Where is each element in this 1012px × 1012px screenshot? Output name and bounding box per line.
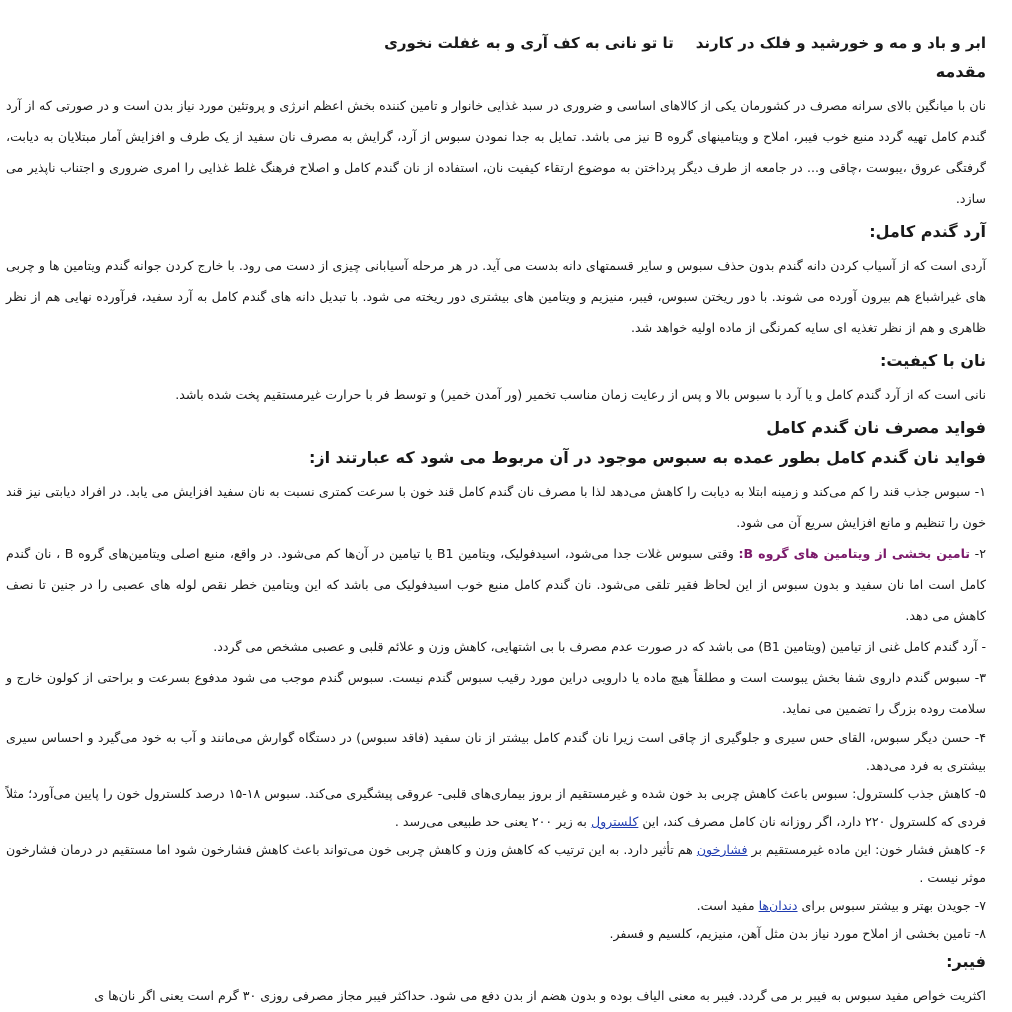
benefit-item-2-prefix: ۲- — [970, 546, 986, 561]
benefit-item-6 — [6, 836, 986, 892]
intro-heading: مقدمه — [935, 62, 986, 81]
benefit-item-2-highlight: تامین بخشی از ویتامین های گروه B: — [738, 546, 971, 561]
benefit-item-1: ۱- سبوس جذب قند را کم می‌کند و زمینه ابتلا به دیابت را کاهش می‌دهد لذا با مصرف نان گندم کامل قند خون با سرعت کمتری نسبت به نان سفید افزایش می یابد. در افراد دیابتی نیز قند خون را تنظیم و مانع افزایش سریع آن می شود. — [6, 484, 986, 530]
benefit-item-6-text-b: هم تأثیر دارد. به این ترتیب که کاهش وزن و کاهش چربی خون می‌تواند باعث کاهش فشارخون شود اما مستقیم در درمان فشارخون موثر نیست . — [6, 842, 986, 885]
teeth-link[interactable]: دندان‌ها — [758, 898, 798, 913]
whole-flour-heading: آرد گندم کامل: — [869, 222, 986, 241]
benefit-item-6-text-a: ۶- کاهش فشار خون: این ماده غیرمستقیم بر — [747, 842, 986, 857]
cholesterol-link[interactable]: کلسترول — [590, 814, 639, 829]
benefit-item-4: ۴- حسن دیگر سبوس، القای حس سیری و جلوگیری از چاقی است زیرا نان گندم کامل بیشتر از نان سفید (فاقد سبوس) در دستگاه گوارش می‌مانند و آب به خود می‌گیرد و احساس سیری بیشتری به فرد می‌دهد. — [6, 730, 986, 773]
quality-bread-heading: نان با کیفیت: — [879, 351, 986, 370]
benefit-item-5 — [6, 780, 986, 836]
benefit-item-7-text-b: مفید است. — [696, 898, 759, 913]
benefit-item-5-text-b: به زیر ۲۰۰ یعنی حد طبیعی می‌رسد . — [394, 814, 591, 829]
blood-pressure-link[interactable]: فشارخون — [696, 842, 748, 857]
poem-heading — [6, 30, 986, 56]
benefit-item-5-text-a: ۵- کاهش جذب کلسترول: سبوس باعث کاهش چربی بد خون شده و غیرمستقیم از بروز بیماری‌های قلبی- عروقی پیشگیری می‌کند. سبوس ۱۸-۱۵ درصد کلسترول خون را پایین می‌آورد؛ مثلاً فردی که کلسترول ۲۲۰ دارد، اگر روزانه نان کامل مصرف کند، این — [6, 786, 987, 829]
fiber-heading: فیبر: — [946, 952, 986, 971]
benefits-heading: فواید مصرف نان گندم کامل — [766, 418, 986, 437]
document-page — [6, 30, 986, 1011]
benefit-item-2 — [6, 538, 986, 631]
benefit-item-7 — [6, 892, 986, 920]
benefit-item-3: ۳- سبوس گندم داروی شفا بخش یبوست است و مطلقاً هیچ ماده یا دارویی دراین مورد رقیب سبوس گندم نیست. سبوس گندم موجب می شود مدفوع بسرعت و براحتی از کولون خارج و سلامت روده بزرگ را تضمین می نماید. — [6, 670, 986, 716]
poem-line-2: تا تو نانی به کف آری و به غفلت نخوری — [384, 34, 674, 52]
benefit-item-2b: - آرد گندم کامل غنی از تیامین (ویتامین B1) می باشد که در صورت عدم مصرف با بی اشتهایی، کاهش وزن و علائم قلبی و عصبی مشخص می گردد. — [213, 639, 986, 654]
intro-paragraph: نان با میانگین بالای سرانه مصرف در کشورمان یکی از کالاهای اساسی و ضروری در سبد غذایی خانوار و تامین کننده بخش اعظم انرژی و پروتئین مورد نیاز بدن است و در صورتی که از آرد گندم کامل تهیه گردد منبع خوب فیبر، املاح و ویتامینهای گروه B نیز می باشد. تمایل به جدا نمودن سبوس از آرد، گرایش به مصرف نان سفید از یک طرف و افزایش آمار مبتلایان به دیابت، گرفتگی عروق ،یبوست ،چاقی و... در جامعه از طرف دیگر پرداختن به موضوع ارتقاء کیفیت نان، استفاده از نان گندم کامل و اصلاح فرهنگ غلط غذایی را امری ضروری و اجتناب ناپذیر می سازد. — [6, 98, 986, 206]
poem-line-1: ابر و باد و مه و خورشید و فلک در کارند — [695, 34, 986, 52]
benefit-item-7-text-a: ۷- جویدن بهتر و بیشتر سبوس برای — [797, 898, 986, 913]
benefit-item-8: ۸- تامین بخشی از املاح مورد نیاز بدن مثل آهن، منیزیم، کلسیم و فسفر. — [609, 926, 986, 941]
benefits-subheading: فواید نان گندم کامل بطور عمده به سبوس موجود در آن مربوط می شود که عبارتند از: — [308, 448, 986, 467]
benefit-item-2-text: وقتی سبوس غلات جدا می‌شود، اسیدفولیک، ویتامین B1 یا تیامین در آن‌ها کم می‌شود. در واقع، منبع اصلی ویتامین‌های گروه B ، نان گندم کامل است اما نان سفید و بدون سبوس از این لحاظ فقیر تلقی می‌شود. نان گندم کامل منبع خوب اسیدفولیک می باشد که این ویتامین خطر نقص لوله های عصبی را در جنین تا نصف کاهش می دهد. — [6, 546, 986, 623]
fiber-paragraph: اکثریت خواص مفید سبوس به فیبر بر می گردد. فیبر به معنی الیاف بوده و بدون هضم از بدن دفع می شود. حداکثر فیبر مجاز مصرفی روزی ۳۰ گرم است یعنی اگر نان‌ها ی — [94, 988, 986, 1003]
whole-flour-paragraph: آردی است که از آسیاب کردن دانه گندم بدون حذف سبوس و سایر قسمتهای دانه بدست می آید. در هر مرحله آسیابانی چیزی از دست می رود. با خارج کردن جوانه گندم ویتامین ها و چربی های غیراشباع هم بیرون آورده می شوند. با دور ریختن سبوس، فیبر، منیزیم و ویتامین های بیشتری دور ریخته می شود. با تبدیل دانه های گندم کامل به آرد سفید، فرآورده نهایی هم از نظر ظاهری و هم از نظر تغذیه ای سایه کمرنگی از ماده اولیه خواهد شد. — [6, 258, 986, 335]
quality-bread-paragraph: نانی است که از آرد گندم کامل و یا آرد با سبوس بالا و پس از رعایت زمان مناسب تخمیر (ور آمدن خمیر) و توسط فر با حرارت غیرمستقیم پخت شده باشد. — [175, 387, 986, 402]
